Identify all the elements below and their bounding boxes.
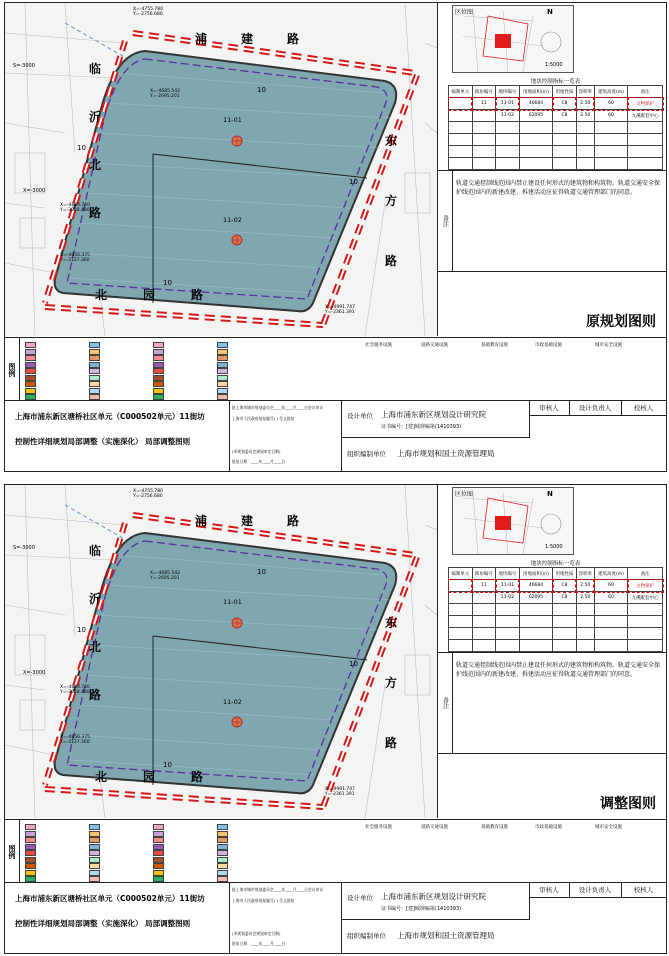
cell-code: 11-02 — [496, 110, 520, 122]
sign-design-lead: 设计负责人 — [569, 883, 622, 898]
parcel-marker-11-02[interactable] — [232, 235, 242, 245]
side-panel — [438, 3, 666, 336]
road-width-1: 10 — [257, 568, 266, 576]
legend-swatch — [217, 381, 228, 387]
north-arrow-icon: N — [547, 490, 553, 498]
planning-map[interactable] — [5, 485, 438, 818]
coord-left-1: X=-4860.720 Y=-3028.480 — [60, 685, 90, 695]
location-map-label: 区位图 — [455, 9, 474, 16]
legend-swatch — [89, 870, 100, 876]
parcel-label-11-01: 11-01 — [223, 116, 242, 124]
col-height: 建筑高度(m) — [594, 568, 627, 580]
legend-swatch — [217, 362, 228, 368]
control-table-title: 地块控制指标一览表 — [530, 79, 581, 85]
legend-swatch — [89, 375, 100, 381]
col-remark: 备注 — [628, 86, 663, 98]
legend-swatch — [89, 388, 100, 394]
col-area: 用地面积(㎡) — [519, 86, 553, 98]
cell-use: C8 — [553, 592, 577, 604]
parcel-marker-11-02[interactable] — [232, 717, 242, 727]
sheet-stamp: 原规划图则 — [586, 314, 656, 330]
street-east: 东方路 — [385, 616, 398, 750]
design-unit: 上海市浦东新区规划设计研究院 — [381, 410, 486, 419]
legend-cat-utility: 市政基础设施 — [535, 343, 562, 348]
legend-swatch — [217, 342, 228, 348]
cell-code: 11-02 — [496, 592, 520, 604]
sign-checker: 校核人 — [621, 883, 666, 898]
legend-swatch — [153, 844, 164, 850]
notes-section — [438, 652, 666, 753]
road-width-4: 10 — [163, 279, 172, 287]
col-unit: 编制单元 — [449, 86, 473, 98]
approval-line-1: 批上海市城市规划委员会____年____月____日会议审议 — [232, 887, 324, 892]
legend-swatch — [25, 824, 36, 830]
cell-area: 46684 — [519, 98, 553, 110]
cell-use: C8 — [553, 580, 577, 592]
org-name: 上海市规划和国土资源管理局 — [397, 931, 495, 940]
notes-label: 备注 — [438, 171, 453, 271]
legend-cat-social: 社会服务设施 — [365, 825, 392, 830]
table-row — [449, 98, 663, 110]
axis-x-label: X=-3000 — [23, 670, 46, 676]
axis-s-label: S=-3000 — [13, 63, 35, 69]
legend-swatch — [217, 831, 228, 837]
legend-swatch — [217, 375, 228, 381]
legend-swatch — [89, 831, 100, 837]
cell-height: 60 — [594, 110, 627, 122]
legend-swatch — [153, 349, 164, 355]
cell-code: 11-01 — [496, 98, 520, 110]
cell-far: 2.50 — [576, 110, 594, 122]
notes-text: 轨道交通控制线范围内禁止建设任何形式的建筑物和构筑物。轨道交通安全保护线范围内的新建改建、拆建活动应征得轨道交通管理部门的同意。 — [456, 180, 661, 196]
cell-height: 60 — [594, 580, 627, 592]
col-use: 用地性质 — [553, 568, 577, 580]
legend-cat-safety: 城市安全设施 — [595, 343, 622, 348]
legend-swatch — [153, 824, 164, 830]
cell-far: 2.50 — [576, 98, 594, 110]
legend-cat-education: 基础教育设施 — [481, 825, 508, 830]
legend-swatch — [89, 844, 100, 850]
org-box — [341, 919, 666, 954]
legend-swatch — [89, 368, 100, 374]
legend-swatch — [217, 349, 228, 355]
cell-remark: 九溪配套中心 — [628, 110, 663, 122]
col-parcel: 地块编号 — [496, 86, 520, 98]
legend-swatch — [217, 368, 228, 374]
legend-swatch — [89, 381, 100, 387]
legend-swatch — [217, 837, 228, 843]
coord-top-left: X=-4755.780 Y=-2756.680 — [133, 489, 163, 499]
title-block — [5, 400, 666, 472]
legend-swatch — [89, 824, 100, 830]
plan-sheet-adjusted — [4, 484, 667, 954]
legend-swatch — [153, 831, 164, 837]
legend-swatch — [153, 368, 164, 374]
col-remark: 备注 — [628, 568, 663, 580]
location-map[interactable] — [452, 487, 574, 555]
legend-cat-utility: 市政基础设施 — [535, 825, 562, 830]
plan-subtitle: 控制性详细规划局部调整（实施深化） 局部调整图则 — [15, 437, 191, 446]
street-east: 东方路 — [385, 134, 398, 268]
coord-left-1: X=-4860.720 Y=-3028.480 — [60, 203, 90, 213]
legend-swatch — [153, 355, 164, 361]
road-width-2: 10 — [77, 626, 86, 634]
legend-swatch — [25, 355, 36, 361]
legend-swatch — [217, 824, 228, 830]
legend-label: 图例 — [5, 338, 20, 401]
street-north: 浦建路 — [195, 514, 334, 528]
parcel-label-11-02: 11-02 — [223, 216, 242, 224]
title-block-left — [5, 883, 230, 954]
table-row — [449, 110, 663, 122]
col-block: 街坊编号 — [472, 86, 496, 98]
control-table-title: 地块控制指标一览表 — [530, 561, 581, 567]
cell-far: 2.50 — [576, 580, 594, 592]
cert-number: 证书编号：[建]城规编第(1410393) — [381, 906, 462, 912]
legend-swatch — [153, 863, 164, 869]
legend-label: 图例 — [5, 820, 20, 883]
sign-checker: 校核人 — [621, 401, 666, 416]
street-south: 北园路 — [95, 288, 240, 302]
legend-cat-traffic: 道路交通设施 — [421, 343, 448, 348]
title-block-right — [341, 883, 666, 954]
plan-subtitle: 控制性详细规划局部调整（实施深化） 局部调整图则 — [15, 919, 191, 928]
cell-area: 62095 — [519, 110, 553, 122]
col-parcel: 地块编号 — [496, 568, 520, 580]
col-unit: 编制单元 — [449, 568, 473, 580]
legend-swatch — [217, 870, 228, 876]
block-group: 11 — [472, 98, 496, 110]
legend-swatch — [89, 837, 100, 843]
location-map[interactable] — [452, 5, 574, 73]
legend-swatch — [153, 388, 164, 394]
approval-line-2: 上海市人民政府批复编号( ) 号文批复 — [232, 898, 295, 903]
road-width-3: 10 — [349, 660, 358, 668]
legend-swatch — [217, 355, 228, 361]
notes-text: 轨道交通控制线范围内禁止建设任何形式的建筑物和构筑物。轨道交通安全保护线范围内的新建改建、拆建活动应征得轨道交通管理部门的同意。 — [456, 662, 661, 678]
legend-swatch — [153, 362, 164, 368]
sheet-stamp-box — [438, 271, 666, 337]
cell-height: 60 — [594, 592, 627, 604]
legend-swatch — [217, 857, 228, 863]
legend-swatch — [25, 844, 36, 850]
street-south: 北园路 — [95, 770, 240, 784]
road-width-3: 10 — [349, 178, 358, 186]
org-label: 组织编制单位 — [347, 450, 386, 458]
title-block-right — [341, 401, 666, 472]
cert-number: 证书编号：[建]城规编第(1410393) — [381, 424, 462, 430]
cell-height: 60 — [594, 98, 627, 110]
parcel-marker-11-01[interactable] — [232, 618, 242, 628]
legend-cat-social: 社会服务设施 — [365, 343, 392, 348]
legend-swatch — [25, 850, 36, 856]
approval-line-4: 批复日期：____年____月____日 — [232, 459, 286, 464]
axis-s-label: S=-3000 — [13, 545, 35, 551]
block-group: 11 — [472, 580, 496, 592]
org-box — [341, 437, 666, 472]
coord-bottom-right: X=-4991.747 Y=-2361.391 — [325, 787, 355, 797]
org-name: 上海市规划和国土资源管理局 — [397, 449, 495, 458]
design-unit-box — [341, 401, 530, 438]
legend-swatch — [25, 349, 36, 355]
cell-use: C8 — [553, 98, 577, 110]
street-west: 临沂北路 — [89, 62, 102, 220]
legend-swatch — [25, 870, 36, 876]
legend — [5, 337, 666, 401]
coord-left-2: X=-4856.375 Y=-3127.360 — [60, 735, 90, 745]
approval-line-1: 批上海市城市规划委员会____年____月____日会议审议 — [232, 405, 324, 410]
title-block — [5, 882, 666, 954]
cell-far: 2.50 — [576, 592, 594, 604]
legend-swatch — [25, 863, 36, 869]
legend-swatch — [153, 342, 164, 348]
coord-top-right: X=-4685.542 Y=-2695.201 — [150, 571, 180, 581]
north-arrow-icon: N — [547, 8, 553, 16]
coord-top-left: X=-4755.780 Y=-2756.680 — [133, 7, 163, 17]
planning-map[interactable] — [5, 3, 438, 336]
legend-swatch — [153, 850, 164, 856]
legend-swatch — [25, 388, 36, 394]
legend-swatch — [217, 388, 228, 394]
legend-swatch — [89, 850, 100, 856]
legend-swatch — [89, 349, 100, 355]
legend-swatch — [153, 857, 164, 863]
location-map-label: 区位图 — [455, 491, 474, 498]
sign-design-lead: 设计负责人 — [569, 401, 622, 416]
design-unit-label: 设计单位 — [347, 412, 373, 420]
legend-swatch — [25, 837, 36, 843]
side-panel — [438, 485, 666, 818]
legend-swatch — [25, 831, 36, 837]
legend-swatch — [217, 850, 228, 856]
design-unit-label: 设计单位 — [347, 894, 373, 902]
map-scale: 1:5000 — [545, 62, 563, 68]
design-unit: 上海市浦东新区规划设计研究院 — [381, 892, 486, 901]
cell-remark: 文物保护 — [628, 580, 663, 592]
approval-line-4: 批复日期：____年____月____日 — [232, 941, 286, 946]
coord-bottom-right: X=-4991.747 Y=-2361.391 — [325, 305, 355, 315]
sign-reviewer: 审核人 — [529, 401, 570, 416]
road-width-2: 10 — [77, 144, 86, 152]
legend-swatch — [153, 870, 164, 876]
col-height: 建筑高度(m) — [594, 86, 627, 98]
legend-swatch — [217, 863, 228, 869]
control-table — [448, 567, 663, 652]
cell-remark: 文物保护 — [628, 98, 663, 110]
col-far: 容积率 — [576, 568, 594, 580]
legend-swatch — [25, 342, 36, 348]
map-scale: 1:5000 — [545, 544, 563, 550]
table-row — [449, 580, 663, 592]
col-block: 街坊编号 — [472, 568, 496, 580]
legend-swatch — [153, 381, 164, 387]
legend-swatch — [153, 837, 164, 843]
parcel-marker-11-01[interactable] — [232, 136, 242, 146]
title-block-left — [5, 401, 230, 472]
road-width-1: 10 — [257, 86, 266, 94]
approval-info — [229, 401, 342, 472]
plan-title: 上海市浦东新区塘桥社区单元（C000502单元）11街坊 — [15, 412, 205, 421]
sheet-stamp: 调整图则 — [600, 796, 656, 812]
cell-remark: 九溪配套中心 — [628, 592, 663, 604]
cell-area: 46684 — [519, 580, 553, 592]
legend-swatch — [89, 863, 100, 869]
plan-sheet-original — [4, 2, 667, 472]
sheet-stamp-box — [438, 753, 666, 819]
legend-swatch — [89, 362, 100, 368]
sign-reviewer: 审核人 — [529, 883, 570, 898]
notes-section — [438, 170, 666, 271]
legend-swatch — [217, 844, 228, 850]
legend-swatch — [25, 375, 36, 381]
notes-label: 备注 — [438, 653, 453, 753]
legend-swatch — [153, 375, 164, 381]
cell-code: 11-01 — [496, 580, 520, 592]
col-use: 用地性质 — [553, 86, 577, 98]
control-table — [448, 85, 663, 170]
legend-swatch — [89, 857, 100, 863]
plan-title: 上海市浦东新区塘桥社区单元（C000502单元）11街坊 — [15, 894, 205, 903]
col-far: 容积率 — [576, 86, 594, 98]
coord-left-2: X=-4856.375 Y=-3127.360 — [60, 253, 90, 263]
legend — [5, 819, 666, 883]
approval-info — [229, 883, 342, 954]
legend-swatch — [25, 381, 36, 387]
road-width-4: 10 — [163, 761, 172, 769]
cell-use: C8 — [553, 110, 577, 122]
legend-cat-education: 基础教育设施 — [481, 343, 508, 348]
legend-swatch — [89, 342, 100, 348]
legend-swatch — [25, 362, 36, 368]
table-row — [449, 592, 663, 604]
street-west: 临沂北路 — [89, 544, 102, 702]
approval-line-3: (市规划委员会规划审定日期) — [232, 449, 281, 454]
legend-swatch — [25, 368, 36, 374]
coord-top-right: X=-4685.542 Y=-2695.201 — [150, 89, 180, 99]
parcel-label-11-02: 11-02 — [223, 698, 242, 706]
approval-line-3: (市规划委员会规划审定日期) — [232, 931, 281, 936]
legend-cat-traffic: 道路交通设施 — [421, 825, 448, 830]
parcel-label-11-01: 11-01 — [223, 598, 242, 606]
approval-line-2: 上海市人民政府批复编号( ) 号文批复 — [232, 416, 295, 421]
cell-area: 62095 — [519, 592, 553, 604]
legend-swatch — [89, 355, 100, 361]
col-area: 用地面积(㎡) — [519, 568, 553, 580]
legend-swatch — [25, 857, 36, 863]
org-label: 组织编制单位 — [347, 932, 386, 940]
legend-cat-safety: 城市安全设施 — [595, 825, 622, 830]
design-unit-box — [341, 883, 530, 920]
street-north: 浦建路 — [195, 32, 334, 46]
axis-x-label: X=-3000 — [23, 188, 46, 194]
